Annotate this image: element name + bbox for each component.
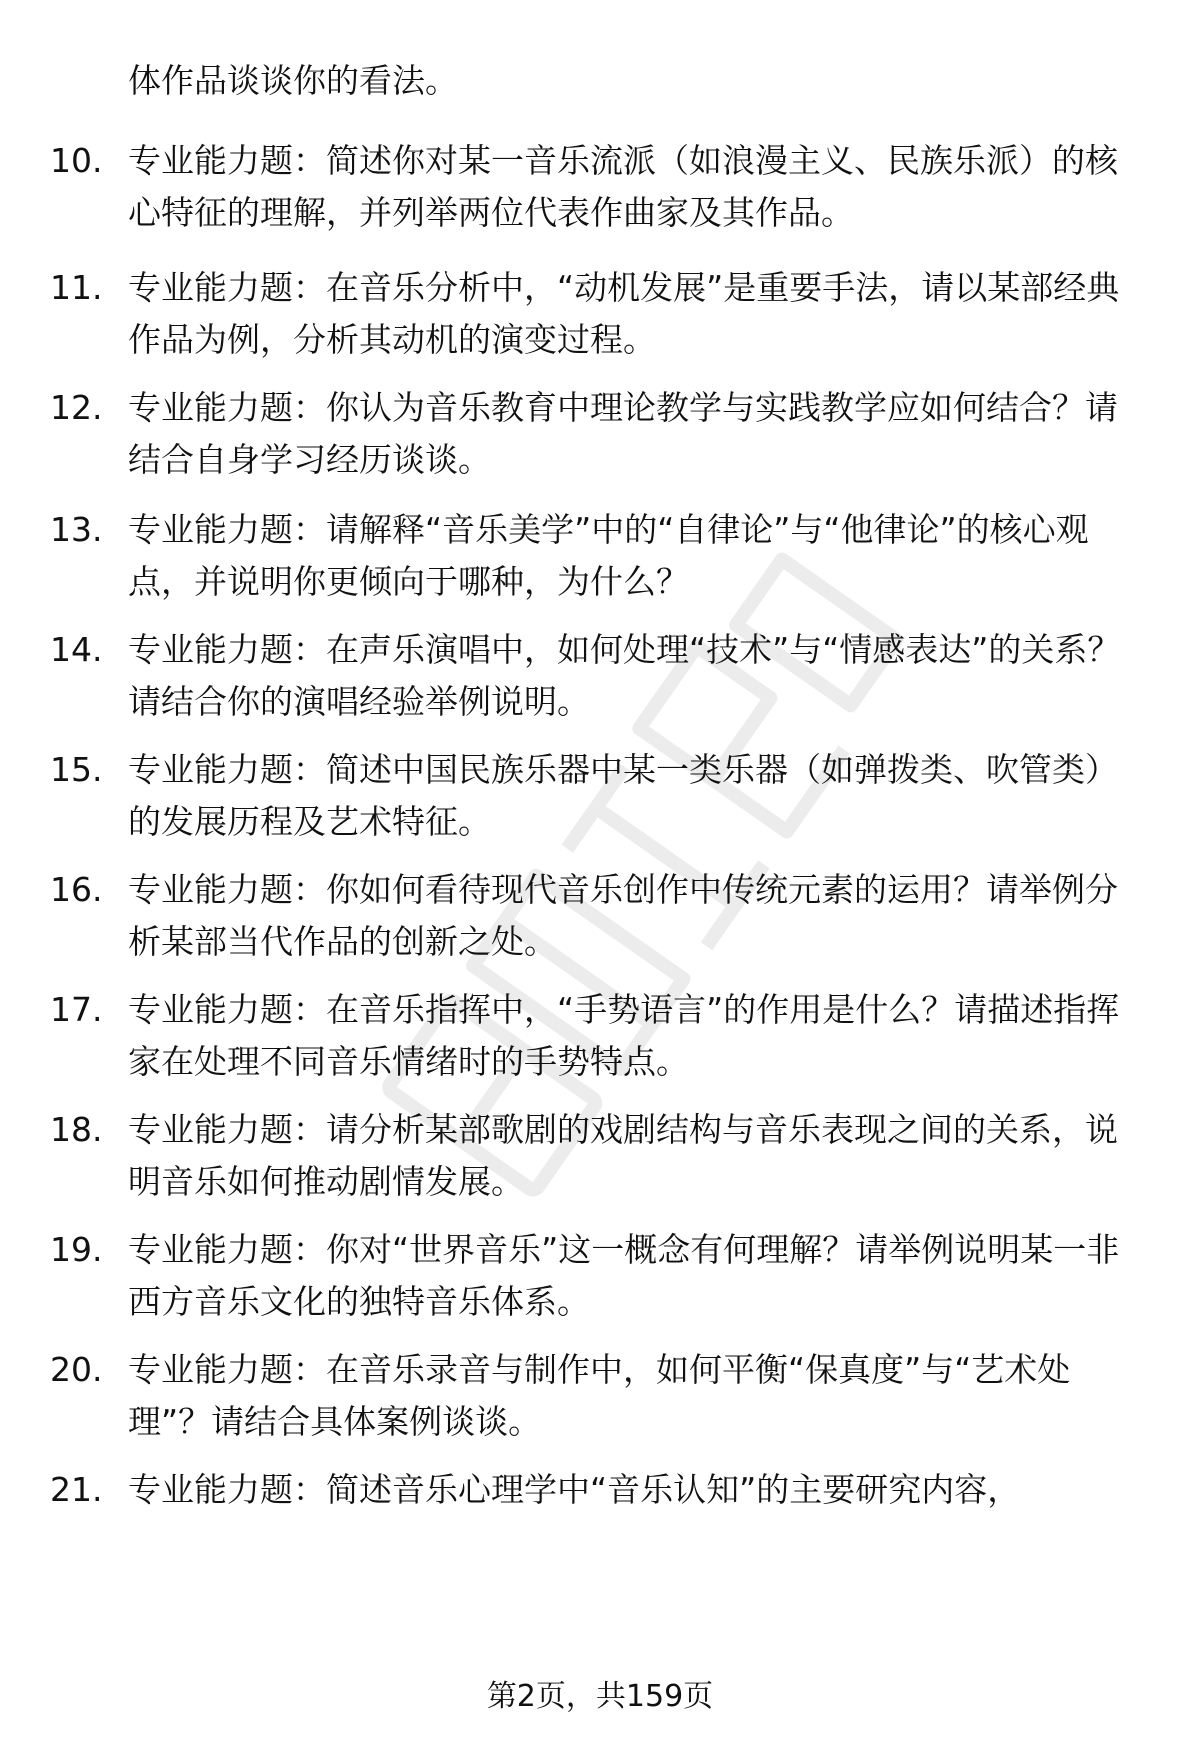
- question-text: 专业能力题：在音乐指挥中，“手势语言”的作用是什么？请描述指挥家在处理不同音乐情绪时的手势特点。: [128, 990, 1120, 1081]
- question-number: 21.: [50, 1470, 103, 1509]
- continuation-text: 体作品谈谈你的看法。: [128, 61, 458, 100]
- question-number: 14.: [50, 630, 103, 669]
- question-text: 专业能力题：在音乐录音与制作中，如何平衡“保真度”与“艺术处理”？请结合具体案例谈谈。: [128, 1350, 1071, 1441]
- question-number: 19.: [50, 1230, 103, 1269]
- question-number: 20.: [50, 1350, 103, 1389]
- question-text: 专业能力题：请分析某部歌剧的戏剧结构与音乐表现之间的关系，说明音乐如何推动剧情发展。: [128, 1110, 1118, 1201]
- question-number: 15.: [50, 750, 103, 789]
- question-number: 18.: [50, 1110, 103, 1149]
- question-text: 专业能力题：在声乐演唱中，如何处理“技术”与“情感表达”的关系？请结合你的演唱经验举例说明。: [128, 630, 1121, 721]
- question-text: 专业能力题：请解释“音乐美学”中的“自律论”与“他律论”的核心观点，并说明你更倾向于哪种，为什么？: [128, 510, 1089, 601]
- question-number: 16.: [50, 870, 103, 909]
- question-text: 专业能力题：简述你对某一音乐流派（如浪漫主义、民族乐派）的核心特征的理解，并列举两位代表作曲家及其作品。: [128, 141, 1118, 232]
- question-number: 11.: [50, 268, 103, 307]
- question-number: 12.: [50, 388, 103, 427]
- question-number: 17.: [50, 990, 103, 1029]
- question-number: 13.: [50, 510, 103, 549]
- question-text: 专业能力题：简述音乐心理学中“音乐认知”的主要研究内容，: [128, 1470, 1021, 1509]
- page-footer: 第2页，共159页: [486, 1679, 714, 1714]
- question-text: 专业能力题：你对“世界音乐”这一概念有何理解？请举例说明某一非西方音乐文化的独特音乐体系。: [128, 1230, 1120, 1321]
- question-text: 专业能力题：在音乐分析中，“动机发展”是重要手法，请以某部经典作品为例，分析其动机的演变过程。: [128, 268, 1120, 359]
- question-text: 专业能力题：简述中国民族乐器中某一类乐器（如弹拨类、吹管类）的发展历程及艺术特征。: [128, 750, 1118, 841]
- question-text: 专业能力题：你认为音乐教育中理论教学与实践教学应如何结合？请结合自身学习经历谈谈。: [128, 388, 1118, 479]
- question-number: 10.: [50, 141, 103, 180]
- question-text: 专业能力题：你如何看待现代音乐创作中传统元素的运用？请举例分析某部当代作品的创新之处。: [128, 870, 1118, 961]
